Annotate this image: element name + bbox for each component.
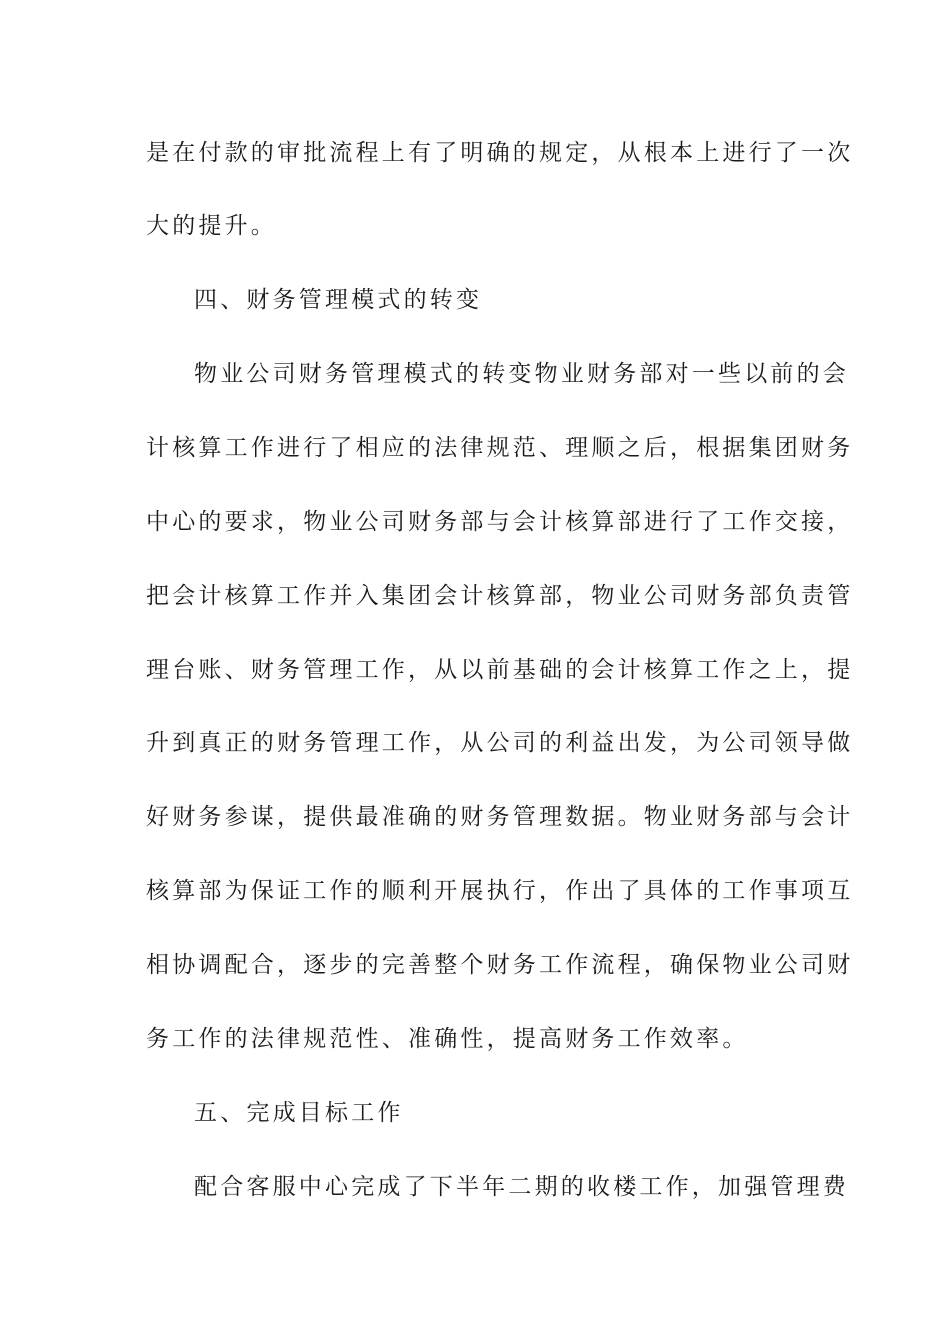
paragraph-line: 把会计核算工作并入集团会计核算部，物业公司财务部负责管 [146, 583, 854, 609]
paragraph-line: 是在付款的审批流程上有了明确的规定，从根本上进行了一次 [146, 140, 854, 166]
paragraph-line: 中心的要求，物业公司财务部与会计核算部进行了工作交接， [146, 509, 854, 535]
paragraph-line: 升到真正的财务管理工作，从公司的利益出发，为公司领导做 [146, 730, 854, 756]
section-heading: 四、财务管理模式的转变 [194, 287, 483, 313]
paragraph-line: 相协调配合，逐步的完善整个财务工作流程，确保物业公司财 [146, 952, 854, 978]
paragraph-line: 计核算工作进行了相应的法律规范、理顺之后，根据集团财务 [146, 435, 854, 461]
paragraph-line: 务工作的法律规范性、准确性，提高财务工作效率。 [146, 1026, 749, 1052]
paragraph-line: 大的提升。 [146, 213, 277, 239]
paragraph-line: 好财务参谋，提供最准确的财务管理数据。物业财务部与会计 [146, 804, 854, 830]
section-heading: 五、完成目标工作 [194, 1100, 404, 1126]
paragraph-line: 理台账、财务管理工作，从以前基础的会计核算工作之上，提 [146, 657, 854, 683]
paragraph-line: 配合客服中心完成了下半年二期的收楼工作，加强管理费 [194, 1174, 849, 1200]
paragraph-line: 核算部为保证工作的顺利开展执行，作出了具体的工作事项互 [146, 878, 854, 904]
paragraph-line: 物业公司财务管理模式的转变物业财务部对一些以前的会 [194, 361, 849, 387]
